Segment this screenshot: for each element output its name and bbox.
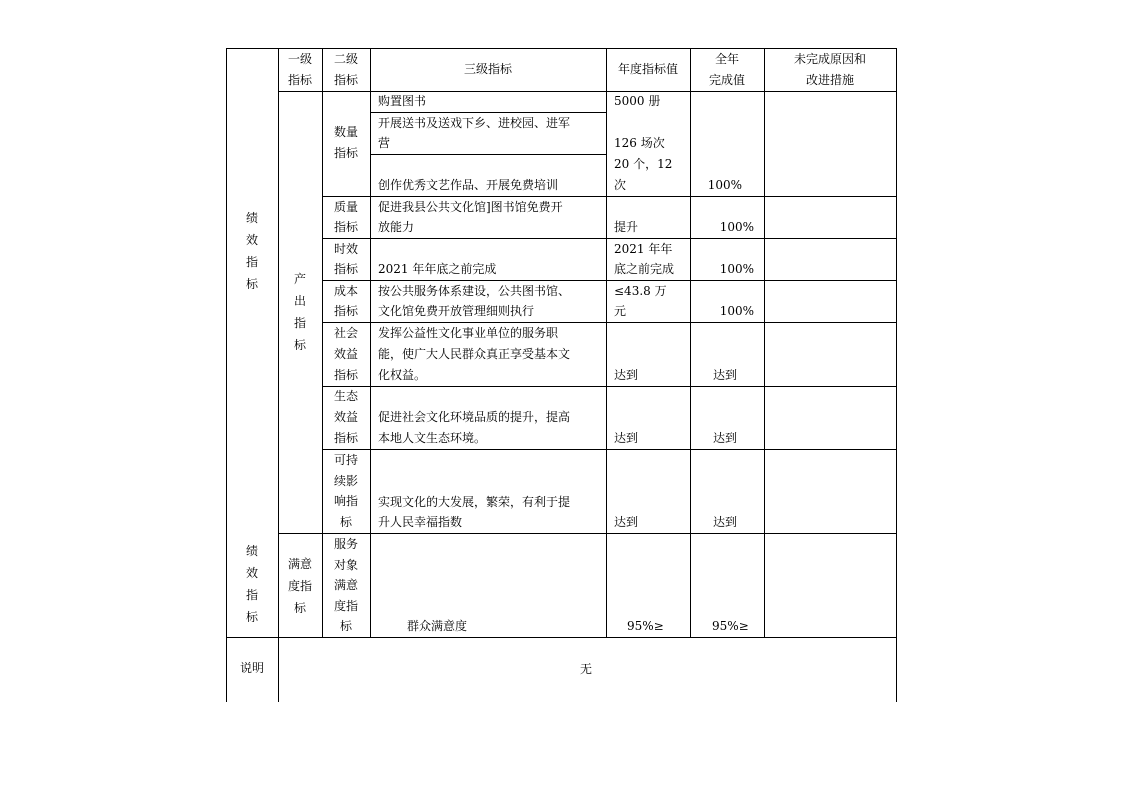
timeliness-target-line2: 底之前完成 bbox=[614, 262, 675, 276]
timeliness-completion: 100% bbox=[719, 262, 754, 276]
social-level2-line1: 社会 bbox=[333, 326, 358, 340]
cost-level2-line1: 成本 bbox=[333, 284, 358, 298]
quantity-target-works-line2: 次 bbox=[614, 178, 627, 192]
social-target: 达到 bbox=[614, 368, 639, 382]
quantity-level2-line2: 指标 bbox=[333, 146, 358, 160]
label-char: 出 bbox=[293, 294, 306, 308]
header-level3: 三级指标 bbox=[463, 62, 512, 76]
column-divider bbox=[690, 48, 691, 637]
header-reason-line2: 改进措施 bbox=[805, 73, 854, 87]
sustain-level2-line2: 续影 bbox=[333, 474, 358, 488]
ecology-completion: 达到 bbox=[713, 431, 738, 445]
quality-target: 提升 bbox=[614, 220, 639, 234]
label-line: 满意 bbox=[287, 557, 312, 571]
sustain-target: 达到 bbox=[614, 515, 639, 529]
quantity-item-books: 购置图书 bbox=[378, 94, 427, 108]
quality-level2-line2: 指标 bbox=[333, 220, 358, 234]
label-char: 效 bbox=[245, 566, 258, 580]
cost-item-line2: 文化馆免费开放管理细则执行 bbox=[378, 304, 535, 318]
cost-item-line1: 按公共服务体系建设，公共图书馆、 bbox=[378, 284, 571, 298]
sustain-item-line2: 升人民幸福指数 bbox=[378, 515, 463, 529]
header-reason-line1: 未完成原因和 bbox=[793, 52, 866, 66]
label-char: 指 bbox=[245, 588, 258, 602]
quantity-item-outreach-line1: 开展送书及送戏下乡、进校园、进军 bbox=[378, 116, 571, 130]
column-divider bbox=[370, 48, 371, 637]
social-item-line1: 发挥公益性文化事业单位的服务职 bbox=[378, 326, 559, 340]
label-char: 绩 bbox=[245, 544, 258, 558]
label-line: 度指 bbox=[287, 579, 312, 593]
cost-target-line1: ≤43.8 万 bbox=[614, 284, 667, 298]
table-border-right bbox=[896, 48, 897, 702]
label-char: 指 bbox=[245, 255, 258, 269]
label-char: 标 bbox=[245, 277, 258, 291]
quantity-target-works-line1: 20 个，12 bbox=[614, 157, 673, 171]
quantity-item-outreach-line2: 营 bbox=[378, 136, 391, 150]
timeliness-item: 2021 年年底之前完成 bbox=[378, 262, 497, 276]
header-level1-line2: 指标 bbox=[287, 73, 312, 87]
quantity-target-outreach: 126 场次 bbox=[614, 136, 665, 150]
sustain-item-line1: 实现文化的大发展，繁荣，有利于提 bbox=[378, 495, 571, 509]
ecology-level2-line2: 效益 bbox=[333, 410, 358, 424]
label-char: 标 bbox=[293, 338, 306, 352]
cost-target-line2: 元 bbox=[614, 304, 627, 318]
row-divider bbox=[322, 386, 896, 387]
label-char: 指 bbox=[293, 316, 306, 330]
row-divider bbox=[322, 238, 896, 239]
social-level2-line2: 效益 bbox=[333, 347, 358, 361]
service-level2-line1: 服务 bbox=[333, 537, 358, 551]
label-char: 产 bbox=[293, 272, 306, 286]
row-divider bbox=[322, 449, 896, 450]
timeliness-level2-line1: 时效 bbox=[333, 242, 358, 256]
column-divider bbox=[606, 48, 607, 637]
sustain-completion: 达到 bbox=[713, 515, 738, 529]
quantity-completion: 100% bbox=[707, 178, 742, 192]
quality-item-line2: 放能力 bbox=[378, 220, 415, 234]
header-level2-line1: 二级 bbox=[333, 52, 358, 66]
timeliness-level2-line2: 指标 bbox=[333, 262, 358, 276]
label-char: 绩 bbox=[245, 211, 258, 225]
header-level1-line1: 一级 bbox=[287, 52, 312, 66]
service-level2-line5: 标 bbox=[339, 619, 352, 633]
cost-completion: 100% bbox=[719, 304, 754, 318]
quality-item-line1: 促进我县公共文化馆]图书馆免费开 bbox=[378, 200, 563, 214]
social-item-line2: 能，使广大人民群众真正享受基本文 bbox=[378, 347, 571, 361]
notes-divider bbox=[226, 637, 896, 638]
header-level2-line2: 指标 bbox=[333, 73, 358, 87]
ecology-level2-line1: 生态 bbox=[333, 389, 358, 403]
ecology-level2-line3: 指标 bbox=[333, 431, 358, 445]
ecology-item-line2: 本地人文生态环境。 bbox=[378, 431, 487, 445]
header-annual-target: 年度指标值 bbox=[617, 62, 678, 76]
sustain-level2-line3: 响指 bbox=[333, 494, 358, 508]
performance-label-top bbox=[226, 207, 278, 295]
quantity-item-works: 创作优秀文艺作品、开展免费培训 bbox=[378, 178, 559, 192]
quantity-level2-line1: 数量 bbox=[333, 125, 358, 139]
service-item: 群众满意度 bbox=[407, 619, 468, 633]
satisfaction-indicator-label bbox=[278, 553, 322, 619]
performance-label-bottom bbox=[226, 540, 278, 628]
row-divider bbox=[370, 154, 606, 155]
ecology-target: 达到 bbox=[614, 431, 639, 445]
quality-completion: 100% bbox=[719, 220, 754, 234]
service-level2-line3: 满意 bbox=[333, 578, 358, 592]
timeliness-target-line1: 2021 年年 bbox=[614, 242, 673, 256]
sustain-level2-line4: 标 bbox=[339, 515, 352, 529]
header-completion-line2: 完成值 bbox=[708, 73, 745, 87]
service-level2-line4: 度指 bbox=[333, 599, 358, 613]
label-char: 标 bbox=[245, 610, 258, 624]
sustain-level2-line1: 可持 bbox=[333, 453, 358, 467]
quality-level2-line1: 质量 bbox=[333, 200, 358, 214]
cost-level2-line2: 指标 bbox=[333, 304, 358, 318]
social-level2-line3: 指标 bbox=[333, 368, 358, 382]
output-indicator-label bbox=[278, 268, 322, 356]
notes-label: 说明 bbox=[239, 661, 264, 675]
service-completion: 95%≥ bbox=[712, 619, 749, 633]
service-target: 95%≥ bbox=[627, 619, 664, 633]
label-line: 标 bbox=[293, 601, 306, 615]
quantity-target-books: 5000 册 bbox=[614, 94, 661, 108]
ecology-item-line1: 促进社会文化环境品质的提升，提高 bbox=[378, 410, 571, 424]
notes-value: 无 bbox=[580, 662, 593, 676]
label-char: 效 bbox=[245, 233, 258, 247]
header-completion-line1: 全年 bbox=[714, 52, 739, 66]
service-level2-line2: 对象 bbox=[333, 558, 358, 572]
social-completion: 达到 bbox=[713, 368, 738, 382]
social-item-line3: 化权益。 bbox=[378, 368, 427, 382]
column-divider bbox=[764, 48, 765, 637]
